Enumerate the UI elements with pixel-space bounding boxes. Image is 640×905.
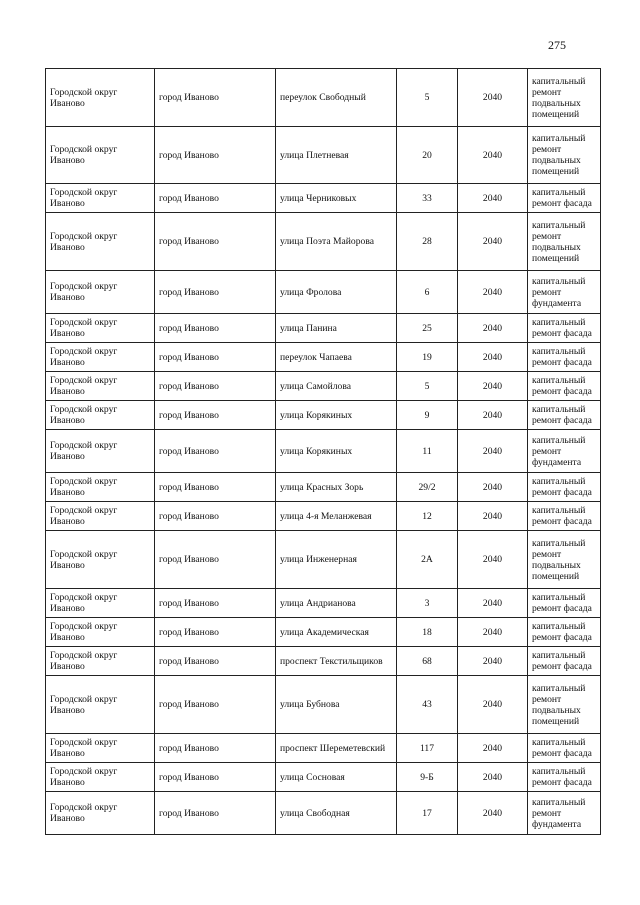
table-row xyxy=(46,69,601,127)
cell-city: город Иваново xyxy=(155,401,276,430)
cell-street: улица Бубнова xyxy=(276,676,397,734)
cell-house: 43 xyxy=(397,676,458,734)
cell-okrug: Городской округ Иваново xyxy=(46,792,155,835)
cell-house: 11 xyxy=(397,430,458,473)
table-row xyxy=(46,343,601,372)
cell-okrug: Городской округ Иваново xyxy=(46,531,155,589)
cell-house: 117 xyxy=(397,734,458,763)
cell-work: капитальный ремонт фасада xyxy=(528,372,601,401)
cell-city: город Иваново xyxy=(155,676,276,734)
cell-year: 2040 xyxy=(458,734,528,763)
cell-okrug: Городской округ Иваново xyxy=(46,401,155,430)
cell-street: улица Фролова xyxy=(276,271,397,314)
cell-house: 5 xyxy=(397,69,458,127)
cell-work: капитальный ремонт фасада xyxy=(528,401,601,430)
cell-year: 2040 xyxy=(458,531,528,589)
cell-street: улица Андрианова xyxy=(276,589,397,618)
cell-year: 2040 xyxy=(458,676,528,734)
cell-work: капитальный ремонт подвальных помещений xyxy=(528,127,601,184)
cell-year: 2040 xyxy=(458,213,528,271)
cell-work: капитальный ремонт фасада xyxy=(528,647,601,676)
cell-street: проспект Текстильщиков xyxy=(276,647,397,676)
cell-street: улица Поэта Майорова xyxy=(276,213,397,271)
cell-work: капитальный ремонт фундамента xyxy=(528,792,601,835)
cell-work: капитальный ремонт фундамента xyxy=(528,430,601,473)
cell-house: 29/2 xyxy=(397,473,458,502)
cell-okrug: Городской округ Иваново xyxy=(46,213,155,271)
table-row xyxy=(46,589,601,618)
cell-okrug: Городской округ Иваново xyxy=(46,430,155,473)
cell-year: 2040 xyxy=(458,401,528,430)
cell-city: город Иваново xyxy=(155,213,276,271)
cell-work: капитальный ремонт фасада xyxy=(528,734,601,763)
table-row xyxy=(46,372,601,401)
cell-work: капитальный ремонт фасада xyxy=(528,314,601,343)
cell-year: 2040 xyxy=(458,69,528,127)
table-row xyxy=(46,213,601,271)
cell-city: город Иваново xyxy=(155,734,276,763)
cell-street: улица Инженерная xyxy=(276,531,397,589)
cell-city: город Иваново xyxy=(155,502,276,531)
cell-house: 12 xyxy=(397,502,458,531)
table-row xyxy=(46,184,601,213)
table-row xyxy=(46,473,601,502)
cell-work: капитальный ремонт фасада xyxy=(528,618,601,647)
cell-okrug: Городской округ Иваново xyxy=(46,647,155,676)
cell-house: 9 xyxy=(397,401,458,430)
table-row xyxy=(46,271,601,314)
cell-work: капитальный ремонт фасада xyxy=(528,502,601,531)
cell-okrug: Городской округ Иваново xyxy=(46,372,155,401)
cell-year: 2040 xyxy=(458,127,528,184)
cell-street: улица Красных Зорь xyxy=(276,473,397,502)
cell-okrug: Городской округ Иваново xyxy=(46,343,155,372)
cell-city: город Иваново xyxy=(155,618,276,647)
table-row xyxy=(46,618,601,647)
cell-street: улица Свободная xyxy=(276,792,397,835)
housing-repair-table xyxy=(45,68,601,835)
cell-work: капитальный ремонт подвальных помещений xyxy=(528,676,601,734)
cell-street: переулок Свободный xyxy=(276,69,397,127)
cell-year: 2040 xyxy=(458,792,528,835)
cell-year: 2040 xyxy=(458,473,528,502)
cell-street: улица Корякиных xyxy=(276,401,397,430)
cell-year: 2040 xyxy=(458,618,528,647)
cell-city: город Иваново xyxy=(155,430,276,473)
table-row xyxy=(46,792,601,835)
cell-street: улица Самойлова xyxy=(276,372,397,401)
cell-house: 2А xyxy=(397,531,458,589)
cell-city: город Иваново xyxy=(155,473,276,502)
cell-street: улица Корякиных xyxy=(276,430,397,473)
cell-year: 2040 xyxy=(458,589,528,618)
cell-year: 2040 xyxy=(458,271,528,314)
cell-work: капитальный ремонт фасада xyxy=(528,589,601,618)
cell-year: 2040 xyxy=(458,372,528,401)
cell-house: 3 xyxy=(397,589,458,618)
cell-work: капитальный ремонт подвальных помещений xyxy=(528,69,601,127)
cell-house: 5 xyxy=(397,372,458,401)
cell-city: город Иваново xyxy=(155,372,276,401)
cell-street: проспект Шереметевский xyxy=(276,734,397,763)
cell-okrug: Городской округ Иваново xyxy=(46,127,155,184)
table-row xyxy=(46,531,601,589)
cell-work: капитальный ремонт фасада xyxy=(528,763,601,792)
cell-city: город Иваново xyxy=(155,792,276,835)
cell-okrug: Городской округ Иваново xyxy=(46,473,155,502)
cell-city: город Иваново xyxy=(155,763,276,792)
cell-okrug: Городской округ Иваново xyxy=(46,763,155,792)
cell-okrug: Городской округ Иваново xyxy=(46,314,155,343)
table-row xyxy=(46,127,601,184)
cell-city: город Иваново xyxy=(155,69,276,127)
cell-street: улица Черниковых xyxy=(276,184,397,213)
cell-city: город Иваново xyxy=(155,343,276,372)
cell-city: город Иваново xyxy=(155,589,276,618)
table-row xyxy=(46,647,601,676)
cell-okrug: Городской округ Иваново xyxy=(46,502,155,531)
cell-work: капитальный ремонт подвальных помещений xyxy=(528,213,601,271)
table-row xyxy=(46,401,601,430)
table-row xyxy=(46,430,601,473)
cell-house: 28 xyxy=(397,213,458,271)
cell-street: улица Академическая xyxy=(276,618,397,647)
cell-work: капитальный ремонт фундамента xyxy=(528,271,601,314)
cell-house: 20 xyxy=(397,127,458,184)
cell-city: город Иваново xyxy=(155,127,276,184)
cell-house: 6 xyxy=(397,271,458,314)
table-row xyxy=(46,734,601,763)
cell-house: 68 xyxy=(397,647,458,676)
cell-city: город Иваново xyxy=(155,271,276,314)
cell-year: 2040 xyxy=(458,502,528,531)
cell-okrug: Городской округ Иваново xyxy=(46,184,155,213)
cell-city: город Иваново xyxy=(155,314,276,343)
cell-work: капитальный ремонт подвальных помещений xyxy=(528,531,601,589)
cell-okrug: Городской округ Иваново xyxy=(46,618,155,647)
cell-house: 18 xyxy=(397,618,458,647)
cell-year: 2040 xyxy=(458,430,528,473)
table-row xyxy=(46,502,601,531)
cell-okrug: Городской округ Иваново xyxy=(46,676,155,734)
cell-okrug: Городской округ Иваново xyxy=(46,734,155,763)
cell-house: 9-Б xyxy=(397,763,458,792)
cell-okrug: Городской округ Иваново xyxy=(46,589,155,618)
cell-street: улица Сосновая xyxy=(276,763,397,792)
cell-street: улица Плетневая xyxy=(276,127,397,184)
cell-house: 25 xyxy=(397,314,458,343)
table-row xyxy=(46,763,601,792)
cell-okrug: Городской округ Иваново xyxy=(46,69,155,127)
cell-work: капитальный ремонт фасада xyxy=(528,473,601,502)
cell-year: 2040 xyxy=(458,343,528,372)
cell-house: 17 xyxy=(397,792,458,835)
cell-year: 2040 xyxy=(458,184,528,213)
cell-work: капитальный ремонт фасада xyxy=(528,184,601,213)
cell-street: переулок Чапаева xyxy=(276,343,397,372)
cell-street: улица Панина xyxy=(276,314,397,343)
cell-year: 2040 xyxy=(458,314,528,343)
table-row xyxy=(46,314,601,343)
cell-work: капитальный ремонт фасада xyxy=(528,343,601,372)
cell-year: 2040 xyxy=(458,647,528,676)
cell-city: город Иваново xyxy=(155,531,276,589)
cell-house: 19 xyxy=(397,343,458,372)
page-number: 275 xyxy=(548,38,566,52)
cell-year: 2040 xyxy=(458,763,528,792)
table-row xyxy=(46,676,601,734)
cell-okrug: Городской округ Иваново xyxy=(46,271,155,314)
cell-city: город Иваново xyxy=(155,184,276,213)
cell-street: улица 4-я Меланжевая xyxy=(276,502,397,531)
cell-house: 33 xyxy=(397,184,458,213)
cell-city: город Иваново xyxy=(155,647,276,676)
